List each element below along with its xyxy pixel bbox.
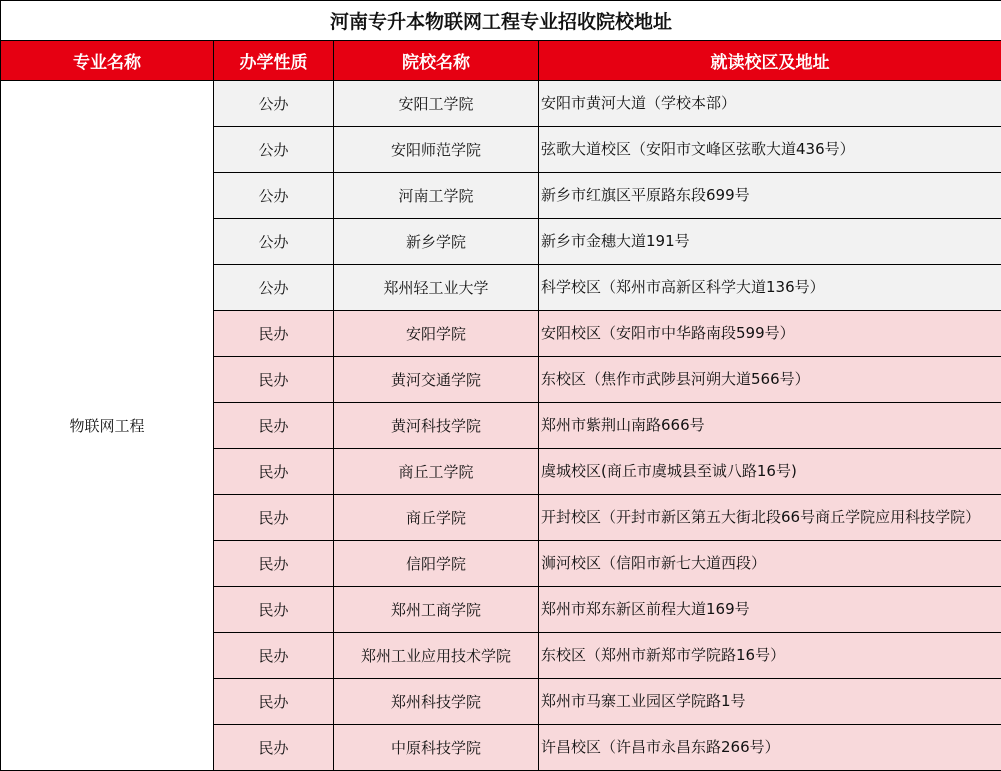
school-cell: 安阳师范学院 bbox=[334, 127, 539, 173]
address-cell: 弦歌大道校区（安阳市文峰区弦歌大道436号） bbox=[539, 127, 1001, 173]
type-cell: 民办 bbox=[214, 357, 334, 403]
type-cell: 公办 bbox=[214, 127, 334, 173]
school-cell: 黄河交通学院 bbox=[334, 357, 539, 403]
type-cell: 民办 bbox=[214, 495, 334, 541]
school-cell: 黄河科技学院 bbox=[334, 403, 539, 449]
school-cell: 郑州工商学院 bbox=[334, 587, 539, 633]
school-cell: 新乡学院 bbox=[334, 219, 539, 265]
type-cell: 民办 bbox=[214, 541, 334, 587]
school-cell: 安阳学院 bbox=[334, 311, 539, 357]
type-cell: 民办 bbox=[214, 587, 334, 633]
address-cell: 东校区（焦作市武陟县河朔大道566号） bbox=[539, 357, 1001, 403]
address-cell: 虞城校区(商丘市虞城县至诚八路16号) bbox=[539, 449, 1001, 495]
school-cell: 商丘工学院 bbox=[334, 449, 539, 495]
header-type: 办学性质 bbox=[214, 41, 334, 81]
address-cell: 郑州市马寨工业园区学院路1号 bbox=[539, 679, 1001, 725]
school-cell: 郑州科技学院 bbox=[334, 679, 539, 725]
table-title: 河南专升本物联网工程专业招收院校地址 bbox=[1, 1, 1001, 41]
header-school: 院校名称 bbox=[334, 41, 539, 81]
address-cell: 新乡市金穗大道191号 bbox=[539, 219, 1001, 265]
type-cell: 民办 bbox=[214, 403, 334, 449]
type-cell: 民办 bbox=[214, 633, 334, 679]
school-cell: 商丘学院 bbox=[334, 495, 539, 541]
school-cell: 河南工学院 bbox=[334, 173, 539, 219]
address-cell: 浉河校区（信阳市新七大道西段） bbox=[539, 541, 1001, 587]
type-cell: 公办 bbox=[214, 219, 334, 265]
address-cell: 安阳市黄河大道（学校本部） bbox=[539, 81, 1001, 127]
type-cell: 民办 bbox=[214, 311, 334, 357]
address-cell: 新乡市红旗区平原路东段699号 bbox=[539, 173, 1001, 219]
type-cell: 民办 bbox=[214, 449, 334, 495]
address-cell: 安阳校区（安阳市中华路南段599号） bbox=[539, 311, 1001, 357]
address-cell: 郑州市紫荆山南路666号 bbox=[539, 403, 1001, 449]
address-cell: 许昌校区（许昌市永昌东路266号） bbox=[539, 725, 1001, 771]
header-address: 就读校区及地址 bbox=[539, 41, 1001, 81]
type-cell: 民办 bbox=[214, 679, 334, 725]
school-cell: 郑州轻工业大学 bbox=[334, 265, 539, 311]
table-row bbox=[1, 81, 1001, 127]
address-cell: 郑州市郑东新区前程大道169号 bbox=[539, 587, 1001, 633]
school-cell: 信阳学院 bbox=[334, 541, 539, 587]
school-cell: 中原科技学院 bbox=[334, 725, 539, 771]
major-cell: 物联网工程 bbox=[1, 81, 214, 771]
type-cell: 公办 bbox=[214, 173, 334, 219]
address-cell: 东校区（郑州市新郑市学院路16号） bbox=[539, 633, 1001, 679]
address-cell: 开封校区（开封市新区第五大街北段66号商丘学院应用科技学院） bbox=[539, 495, 1001, 541]
type-cell: 民办 bbox=[214, 725, 334, 771]
school-cell: 郑州工业应用技术学院 bbox=[334, 633, 539, 679]
header-major: 专业名称 bbox=[1, 41, 214, 81]
type-cell: 公办 bbox=[214, 81, 334, 127]
school-cell: 安阳工学院 bbox=[334, 81, 539, 127]
type-cell: 公办 bbox=[214, 265, 334, 311]
address-cell: 科学校区（郑州市高新区科学大道136号） bbox=[539, 265, 1001, 311]
